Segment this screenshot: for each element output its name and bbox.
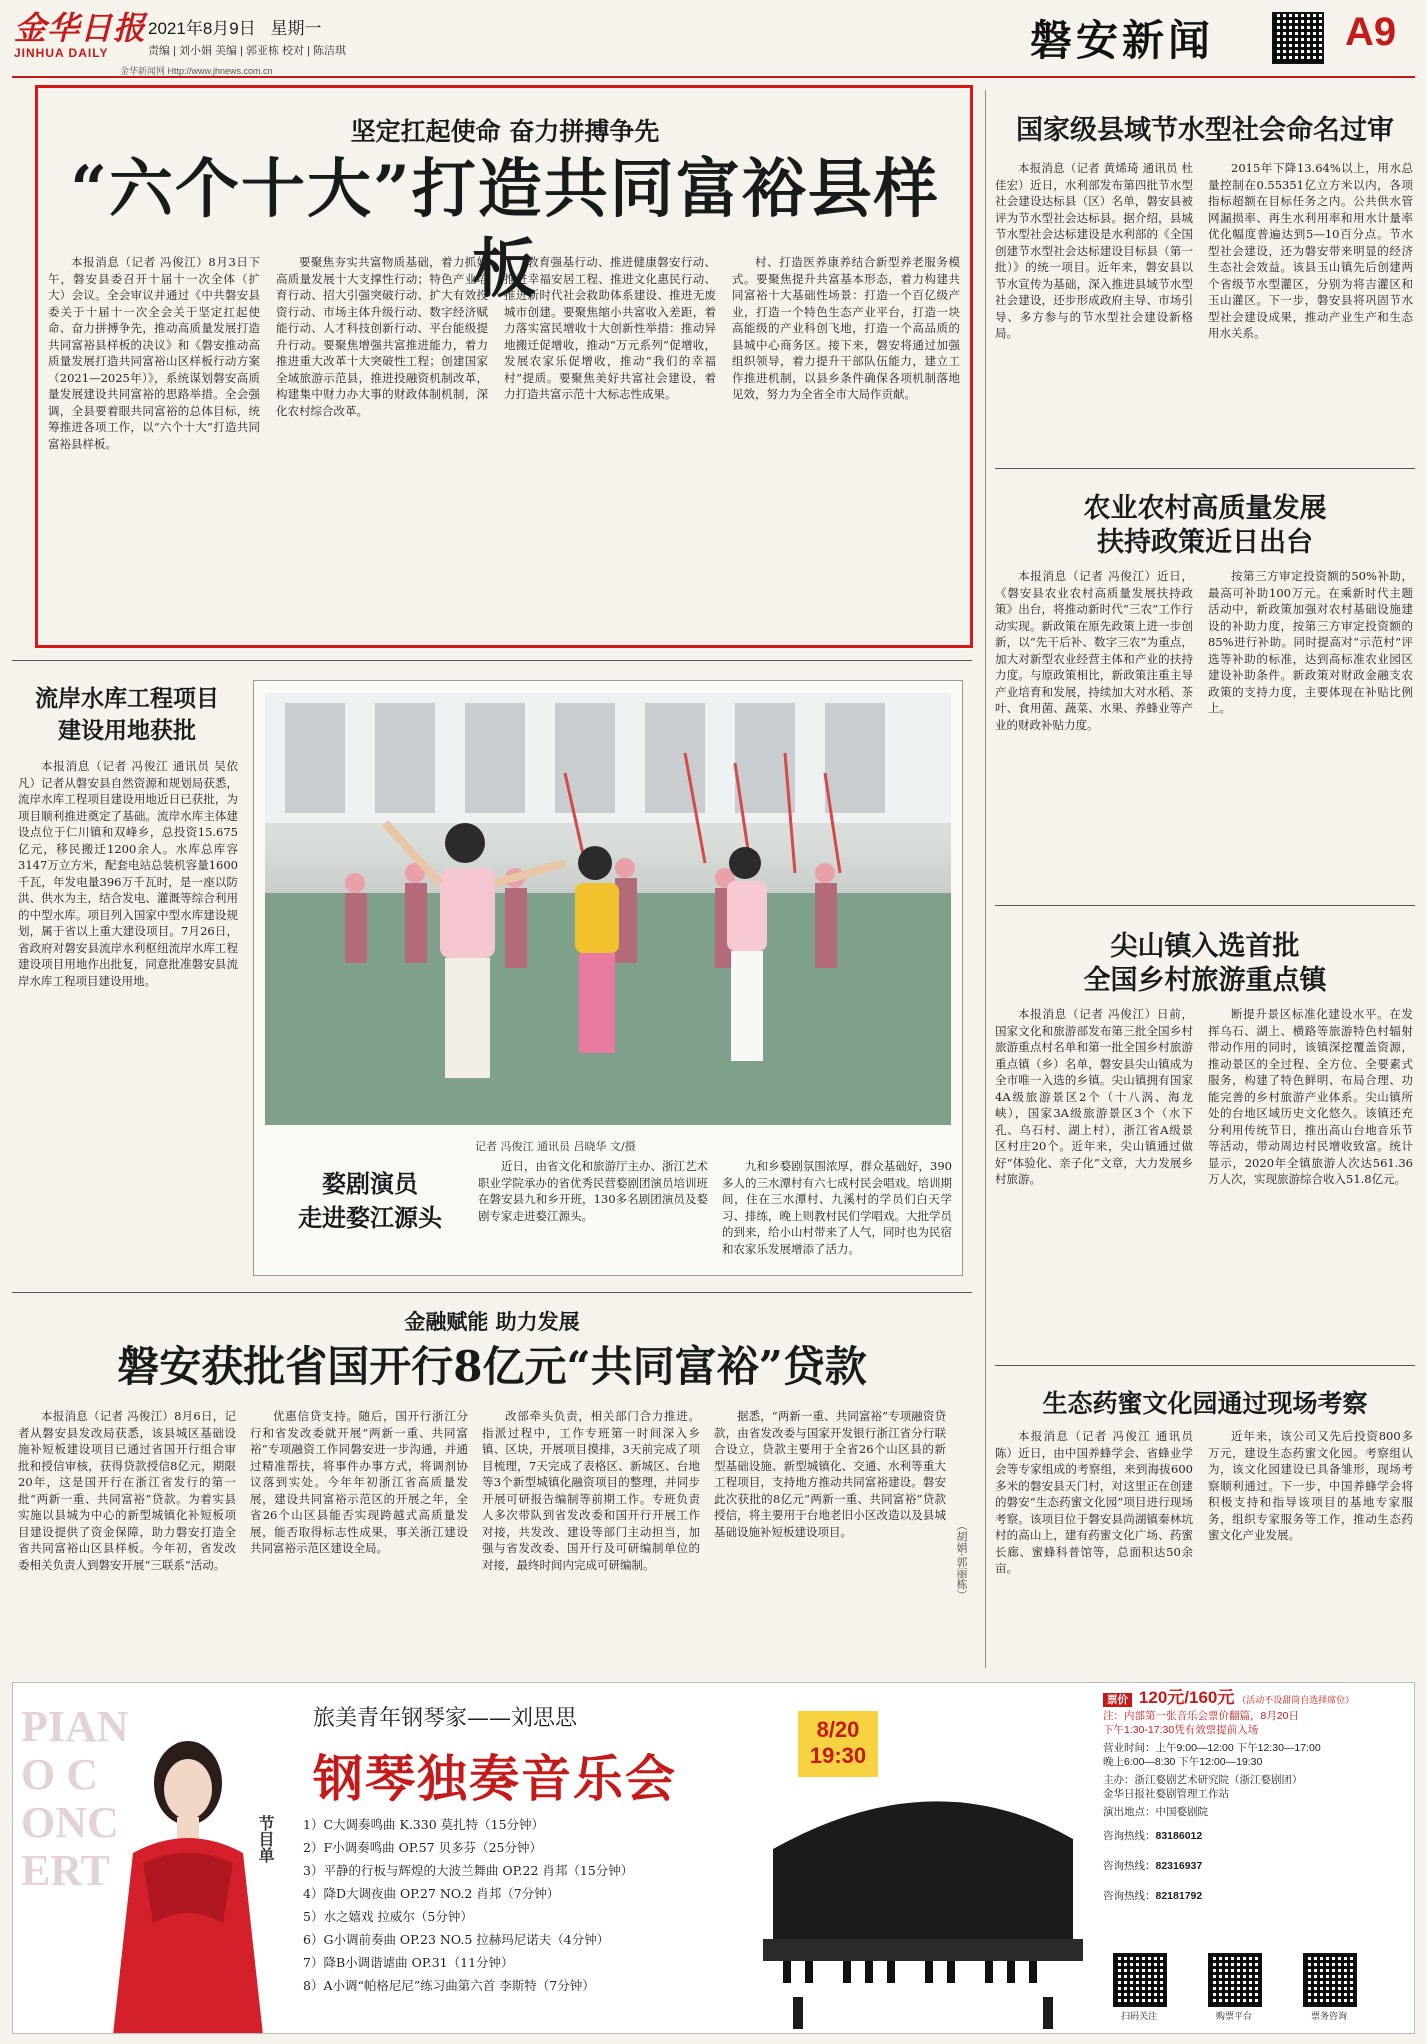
lead-col1-text: 本报消息（记者 冯俊江）8月3日下午，磐安县委召开十届十一次全体（扩大）会议。全会审议并通过《中共磐安县委关于十届十一次全会关于坚定扛起使命、奋力拼搏争先，推动高质量发展打造共同富裕县样板的决议》和《磐安推动高质量发展打造共同富裕山区样板行动方案（2021—2025年）》，系统谋划磐安高质量发展建设共同富裕的思路举措。全会强调，全县要着眼共同富裕的总体目标，统筹推进各项工作，以“六个十大”打造共同富裕县样板。 — [48, 255, 260, 451]
right-rail-divider — [985, 90, 986, 1668]
price-row — [1103, 1688, 1408, 1707]
program-list — [303, 1813, 633, 1997]
price-value: 120元/160元 — [1138, 1688, 1235, 1707]
lead-column-3 — [504, 254, 716, 638]
logo-text: 金华日报 — [14, 9, 147, 47]
date-text: 2021年8月9日 — [148, 19, 256, 38]
page-number: A9 — [1345, 10, 1397, 54]
contact-row — [1103, 1829, 1408, 1843]
loan-col3 — [482, 1408, 700, 1664]
program-item: 8）A小调“帕格尼尼”练习曲第六首 李斯特（7分钟） — [303, 1978, 595, 1993]
ad-qr-code-1[interactable] — [1113, 1953, 1167, 2007]
lead-headline: “六个十大”打造共同富裕县样板 — [70, 152, 940, 307]
loan-col4-text: 据悉，“两新一重、共同富裕”专项融资贷款，由省发改委与国家开发银行浙江省分行联合设立，贷款主要用于全省26个山区县的新型基础设施、新型城镇化、交通、水利等重大工程项目，支持地方推动共同富裕建设。磐安此次获批的8亿元“两新一重、共同富裕”贷款授信，将主要用于台地老旧小区改造以及县城基础设施补短板建设项目。 — [714, 1409, 946, 1539]
reservoir-body-text: 本报消息（记者 冯俊江 通讯员 吴依凡）记者从磐安县自然资源和规划局获悉，流岸水库工程项目建设用地近日已获批，为项目顺利推进奠定了基础。流岸水库主体建设点位于仁川镇和双峰乡，总投资15.675亿元，移民搬迁1200余人。水库总库容3147万立方米，配套电站总装机容量1600千瓦，年发电量396万千瓦时，是一座以防洪、供水为主，结合发电、灌溉等综合利用的中型水库。项目列入国家中型水库建设规划，属于省以上重大建设项目。7月26日，省政府对磐安县流岸水利枢纽流岸水库工程建设项目用地作出批复，同意批准磐安县流岸水库工程项目建设用地。 — [18, 759, 238, 988]
water-col2-text: 2015年下降13.64%以上，用水总量控制在0.55351亿立方米以内，各项指标超额在目标任务之内。公共供水管网漏损率、再生水利用率和用水计量率优化幅度普遍达到5—10百分点。节水型社会建设，还为磐安带来明显的经济生态社会效益。该县玉山镇先后创建两个省级节水型灌区，分别为将吉灌区和玉山灌区。下一步，磐安县将巩固节水型社会建设成果，推动产业生产和生态用水关系。 — [1208, 161, 1413, 340]
issue-date — [148, 14, 321, 39]
program-item: 4）降D大调夜曲 OP.27 NO.2 肖邦（7分钟） — [303, 1886, 560, 1901]
honey-col1 — [995, 1428, 1193, 1664]
ad-subtitle: 旅美青年钢琴家——刘思思 — [313, 1706, 578, 1731]
contact-row — [1103, 1889, 1408, 1903]
loan-col1-text: 本报消息（记者 冯俊江）8月6日，记者从磐安县发改局获悉，该县城区基础设施补短板建设项目已通过省国开行组合审批和授信审核，获得贷款授信8亿元，期限20年，这是国开行在浙江省发行的第一批“两新一重、共同富裕”贷款。为着实县实施以县城为中心的新型城镇化补短板项目建设提供了资金保障，助力磐安打造全省共同富裕山区县样板。今年初，省发改委相关负责人到磐安开展“三联系”活动。 — [18, 1409, 236, 1572]
agri-headline-1: 农业农村高质量发展 — [1083, 493, 1327, 524]
honey-col2 — [1208, 1428, 1413, 1664]
price-label: 票价 — [1103, 1693, 1132, 1707]
concert-ad — [12, 1682, 1415, 2034]
program-item: 7）降B小调谐谑曲 OP.31（11分钟） — [303, 1955, 514, 1970]
ad-organizer: 主办：浙江婺剧艺术研究院（浙江婺剧团） — [1103, 1774, 1303, 1786]
loan-headline: 磐安获批省国开行8亿元“共同富裕”贷款 — [117, 1342, 867, 1391]
piano-illustration — [733, 1779, 1093, 2029]
contact-label: 咨询热线： — [1103, 1860, 1156, 1872]
lead-kicker: 坚定扛起使命 奋力拼搏争先 — [350, 117, 660, 146]
qr-label: 扫码关注 — [1120, 2011, 1157, 2021]
staff-credits: 责编 | 刘小娟 美编 | 郭亚栋 校对 | 陈洁琪 — [148, 45, 347, 57]
lead-column-4 — [732, 254, 960, 638]
tourism-headline-1: 尖山镇入选首批 — [1110, 931, 1300, 962]
water-saving-headline: 国家级县域节水型社会命名过审 — [1016, 115, 1394, 146]
program-item: 1）C大调奏鸣曲 K.330 莫扎特（15分钟） — [303, 1817, 545, 1832]
rail-divider-2 — [995, 905, 1415, 906]
newspaper-logo — [14, 10, 164, 60]
loan-col3-text: 改部牵头负责，相关部门合力推进。指派过程中，工作专班第一时间深入乡镇、区块，开展项目摸排，3天前完成了项目梳理，7天完成了表格区、新城区、台地等3个新型城镇化融资项目的整理，并同步开展可研报告编制等前期工作。专班负责人多次带队到省发改委和国开行开展工作对接，共发改、建设等部门主动担当，加强与省发改委、国开行及可研编制单位的对接，最终时间内完成可研编制。 — [482, 1409, 700, 1572]
section-title: 磐安新闻 — [1030, 16, 1215, 65]
agri-col2 — [1208, 568, 1413, 890]
left-story-top-rule — [12, 660, 972, 661]
ad-hours: 营业时间：上午9:00—12:00 下午12:30—17:00 — [1103, 1742, 1321, 1754]
loan-side-note: （胡娟·郭丽栋） — [955, 1520, 968, 1601]
loan-col2-text: 优惠信贷支持。随后，国开行浙江分行和省发改委就开展“两新一重、共同富裕”专项融资工作同磐安进一步沟通，并通过精准帮扶，将事件办事方式，将调剂协议落到实处。今年年初浙江省高质量发展，建设共同富裕示范区的开展之年，全省26个山区县能否实现跨越式高质量发展，能否取得标志性成果，事关浙江建设共同富裕示范区建设全局。 — [250, 1409, 468, 1555]
loan-col2 — [250, 1408, 468, 1664]
loan-col4 — [714, 1408, 946, 1664]
venue-value: 中国婺剧院 — [1155, 1806, 1208, 1818]
loan-col1 — [18, 1408, 236, 1664]
lead-column-2 — [276, 254, 488, 638]
pianist-portrait — [103, 1723, 273, 2034]
opera-col2 — [722, 1158, 952, 1268]
opera-col1-text: 近日，由省文化和旅游厅主办、浙江艺术职业学院承办的省优秀民营婺剧团演员培训班在磐安县九和乡开班，130多名剧团演员及婺剧专家走进婺江源头。 — [478, 1159, 708, 1223]
water-saving-col2 — [1208, 160, 1413, 450]
qr-label: 购票平台 — [1215, 2011, 1252, 2021]
program-label: 节目单 — [256, 1815, 275, 1863]
tourism-col1-text: 本报消息（记者 冯俊江）日前，国家文化和旅游部发布第三批全国乡村旅游重点村名单和第一批全国乡村旅游重点镇（乡）名单，磐安县尖山镇成为全市唯一入选的乡镇。尖山镇拥有国家4A级旅游景区2个（十八涡、海龙峡），国家3A级旅游景区3个（水下孔、乌石村、湖上村），浙江省A级景区村庄20个。近年来，尖山镇通过做好“体验化、亲子化”文章，大力发展乡村旅游。 — [995, 1007, 1193, 1186]
contact-label: 咨询热线： — [1103, 1830, 1156, 1842]
lead-col4-text: 村、打造医养康养结合新型养老服务模式。要聚焦提升共富基本形态，着力构建共同富裕十大基础性场景：打造一个百亿级产业，打造一个特色生态产业平台，打造一块高能级的产业科创飞地，打造一个高品质的县城中心商务区。接下来，磐安将通过加强组织领导，着力提升干部队伍能力，建立工作推进机制，以县乡条件确保各项机制落地见效，努力为全省全市大局作贡献。 — [732, 255, 960, 401]
price-note: （活动不设甜筒自选择席位） — [1237, 1695, 1355, 1705]
contact-phone: 82181792 — [1155, 1890, 1203, 1902]
ad-note: 注：内部第一张音乐会票价翻篇，8月20日 — [1103, 1710, 1300, 1722]
honey-col1-text: 本报消息（记者 冯俊江 通讯员 陈）近日，由中国养蜂学会、省蜂业学会等专家组成的考察组，来到海拔600多米的磐安县天门村，对这里正在创建的磐安“生态药蜜文化园”项目进行现场考察。该项目位于磐安县尚湖镇秦林坑村的高山上，建有药蜜文化广场、药蜜长廊、蜜蜂科普馆等，总面积达50余亩。 — [995, 1429, 1193, 1575]
water-saving-col1 — [995, 160, 1193, 450]
ad-hours: 晚上6:00—8:30 下午12:00—19:30 — [1103, 1756, 1263, 1768]
opera-col1 — [478, 1158, 708, 1268]
program-item: 2）F小调奏鸣曲 OP.57 贝多芬（25分钟） — [303, 1840, 542, 1855]
reservoir-body — [18, 758, 238, 1268]
tourism-col2 — [1208, 1006, 1413, 1351]
contact-phone: 82316937 — [1155, 1860, 1203, 1872]
ad-qr-code-3[interactable] — [1303, 1953, 1357, 2007]
ticket-info — [1103, 1688, 1408, 1903]
dance-rehearsal-photo — [265, 693, 951, 1125]
ad-note: 下午1:30-17:30凭有效票提前入场 — [1103, 1724, 1259, 1736]
reservoir-headline-2: 建设用地获批 — [58, 717, 196, 744]
lead-column-1 — [48, 254, 260, 638]
ad-time: 19:30 — [809, 1743, 867, 1768]
agri-col2-text: 按第三方审定投资额的50%补助，最高可补助100万元。在乘新时代主题活动中，新政策加强对农村基础设施建设的补助力度，按第三方审定投资额的85%进行补助。同时提高对“示范村”评选等补助的标准，达到高标准农业园区建设补助条件。新政策对财政金融支农政策的支持力度，主要体现在补贴比例上。 — [1208, 569, 1413, 715]
ad-side-english: PIANO CONCERT — [21, 1702, 129, 1895]
ad-organizer: 金华日报社婺剧管理工作站 — [1103, 1788, 1229, 1800]
rail-divider-1 — [995, 468, 1415, 469]
masthead-divider — [12, 76, 1415, 78]
logo-english: JINHUA DAILY — [14, 46, 109, 60]
qr-label: 票务咨询 — [1310, 2011, 1347, 2021]
contact-label: 咨询热线： — [1103, 1890, 1156, 1902]
rail-divider-3 — [995, 1365, 1415, 1366]
venue-label: 演出地点： — [1103, 1806, 1156, 1818]
loan-kicker: 金融赋能 助力发展 — [404, 1309, 580, 1334]
honey-headline: 生态药蜜文化园通过现场考察 — [1042, 1389, 1368, 1418]
tourism-headline-2: 全国乡村旅游重点镇 — [1083, 965, 1327, 996]
program-item: 3）平静的行板与辉煌的大波兰舞曲 OP.22 肖邦（15分钟） — [303, 1863, 634, 1878]
tourism-col1 — [995, 1006, 1193, 1351]
water-col1-text: 本报消息（记者 黄烯琦 通讯员 杜佳宏）近日，水利部发布第四批节水型社会建设达标县（区）名单，磐安县被评为节水型社会达标县。据介绍，县城节水型社会达标建设是水利部的《全国创建节水型社会达标建设目标县（第一批）》的统一项目。近年来，磐安县以节水宣传为基础，深入推进县域节水型社会建设，还步形成政府主导、市场引导、多方参与的节水型社会建设新格局。 — [995, 161, 1193, 340]
lead-col3-text: 教育强基行动、推进健康磐安行动、推进幸福安居工程、推进文化惠民行动、推进新时代社会救助体系建设、推进无废城市创建。要聚焦缩小共富收入差距，着力落实富民增收十大创新性举措：推动异地搬迁促增收，推动“万元系列”促增收，发展农家乐促增收，推动“我们的幸福村”提质。要聚焦美好共富社会建设，着力打造共富示范十大标志性成果。 — [504, 255, 716, 401]
opera-headline-1: 婺剧演员 — [322, 1169, 418, 1198]
weekday-text: 星期一 — [270, 19, 322, 38]
masthead — [0, 0, 1427, 78]
ad-title: 钢琴独奏音乐会 — [313, 1749, 677, 1808]
contact-phone: 83186012 — [1155, 1830, 1203, 1842]
tourism-col2-text: 断提升景区标准化建设水平。在发挥乌石、湖上、横路等旅游特色村辐射带动作用的同时，该镇深挖覆盖资源，推动景区的全过程、全方位、全要素式服务，构建了特色鲜明、布局合理、功能完善的乡村旅游产业体系。尖山镇所处的台地区域历史文化悠久。该镇还充分利用传统节日，推出高山台地音乐节等活动，带动周边村民增收致富。统计显示，2020年全镇旅游人次达561.36万人次，实现旅游综合收入51.8亿元。 — [1208, 1007, 1413, 1186]
program-item: 5）水之嬉戏 拉威尔（5分钟） — [303, 1909, 473, 1924]
honey-col2-text: 近年来，该公司又先后投资800多万元，建设生态药蜜文化园。考察组认为，该文化园建设已具备雏形，现场考察顺利通过。下一步，中国养蜂学会将积极支持和指导该项目的基地专家服务，组织专家服务等工作，推动生态药蜜文化产业发展。 — [1208, 1429, 1413, 1542]
loan-top-rule — [12, 1292, 972, 1293]
agri-col1 — [995, 568, 1193, 890]
contact-row — [1103, 1859, 1408, 1873]
agri-headline-2: 扶持政策近日出台 — [1097, 527, 1313, 558]
ad-venue — [1103, 1805, 1408, 1819]
reservoir-headline-1: 流岸水库工程项目 — [35, 685, 219, 712]
dance-photo-illustration — [265, 693, 951, 1125]
lead-col2-text: 要聚焦夯实共富物质基础，着力抓好高质量发展十大支撑性行动；特色产业培育行动、招大引强突破行动、扩大有效投资行动、市场主体升级行动、数字经济赋能行动、人才科技创新行动、平台能级提升行动。要聚焦增强共富推进能力，着力推进重大改革十大突破性工程；创建国家全域旅游示范县，推进投融资机制改革，构建集中财力办大事的财政体制机制，深化农村综合改革。 — [276, 255, 488, 418]
ad-date: 8/20 — [816, 1717, 860, 1742]
opera-col2-text: 九和乡婺剧氛围浓厚，群众基础好，390多人的三水潭村有六七成村民会唱戏。培训期间，住在三水潭村、九溪村的学员们白天学习、排练，晚上则教村民们学唱戏。大批学员的到来，给小山村带来了人气，同时也为民宿和农家乐发展增添了活力。 — [722, 1159, 952, 1256]
masthead-qr-code — [1272, 12, 1324, 64]
ad-date-badge — [798, 1711, 878, 1777]
program-item: 6）G小调前奏曲 OP.23 NO.5 拉赫玛尼诺夫（4分钟） — [303, 1932, 610, 1947]
agri-col1-text: 本报消息（记者 冯俊江）近日，《磐安县农业农村高质量发展扶持政策》出台，将推动新时代“三农”工作行动实现。新政策在原先政策上进一步创新，以“先干后补、数字三农”为重点，加大对新型农业经营主体和产业的扶持力度。与原政策相比，新政策注重主导产业培育和发展，持续加大对水稻、茶叶、食用菌、蔬菜、水果、养蜂业等产业的财政补贴力度。 — [995, 569, 1193, 732]
ad-qr-code-2[interactable] — [1208, 1953, 1262, 2007]
opera-headline-2: 走进婺江源头 — [298, 1203, 442, 1232]
website-line: 金华新闻网 Http://www.jhnews.com.cn — [120, 66, 273, 76]
photo-credit: 记者 冯俊江 通讯员 吕晓华 文/摄 — [475, 1140, 636, 1153]
